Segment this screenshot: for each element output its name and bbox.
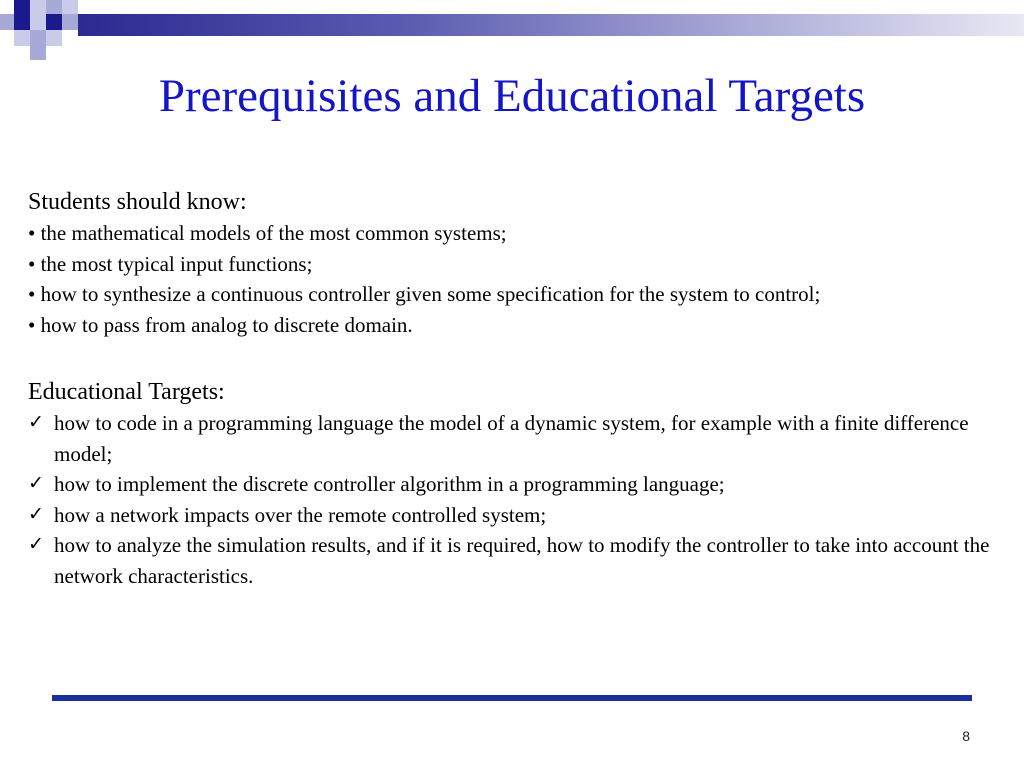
- page-number: 8: [962, 728, 970, 744]
- checkmark-icon: ✓: [28, 412, 44, 433]
- checkmark-icon: ✓: [28, 503, 44, 525]
- footer-rule: [52, 695, 972, 701]
- targets-heading: Educational Targets:: [28, 379, 225, 405]
- slide-title: Prerequisites and Educational Targets: [158, 70, 866, 122]
- header-gradient-bar: [78, 14, 1024, 36]
- prereq-item: • how to pass from analog to discrete domain.: [28, 312, 413, 337]
- prereq-heading: Students should know:: [28, 189, 247, 215]
- prereq-item: • the mathematical models of the most common systems;: [28, 221, 507, 245]
- prereq-item: • the most typical input functions;: [28, 251, 313, 276]
- target-item-text: how to implement the discrete controller algorithm in a programming language;: [54, 472, 725, 496]
- target-item: [28, 408, 1013, 469]
- target-item-text: how a network impacts over the remote controlled system;: [54, 502, 547, 527]
- checkmark-icon: ✓: [28, 473, 44, 494]
- target-item-text: how to code in a programming language the model of a dynamic system, for example with a finite difference model;: [54, 411, 969, 466]
- target-item: [28, 500, 1013, 531]
- checkmark-icon: ✓: [28, 534, 44, 555]
- target-item-text: how to analyze the simulation results, and if it is required, how to modify the controller to take into account the network characteristics.: [54, 533, 990, 588]
- target-item: [28, 530, 1013, 591]
- prereq-item: • how to synthesize a continuous controller given some specification for the system to control;: [28, 282, 821, 306]
- slide-body: [28, 186, 1013, 591]
- target-item: [28, 469, 1013, 500]
